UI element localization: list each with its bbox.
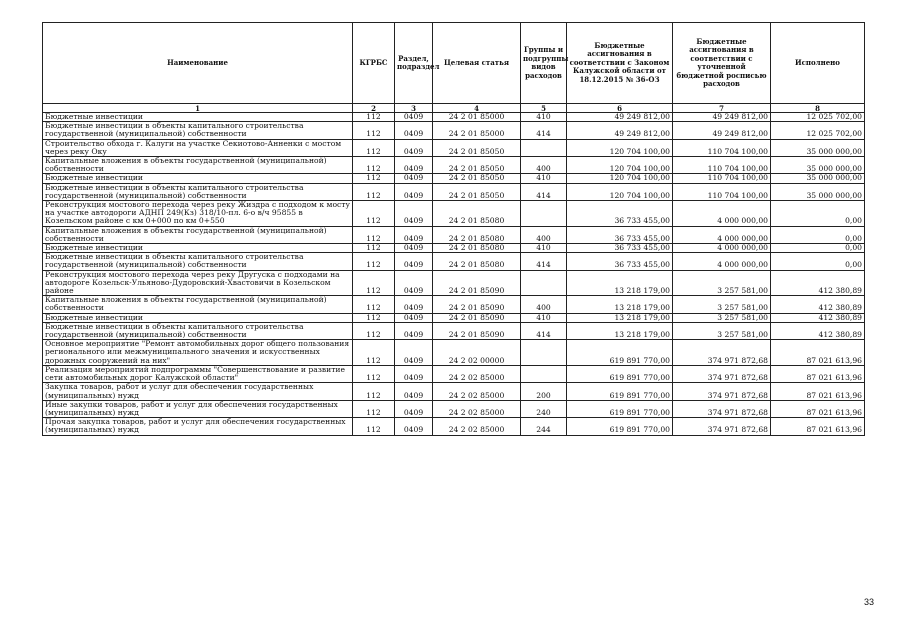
cell-target: 24 2 01 85050 bbox=[433, 183, 521, 200]
cell-executed: 0,00 bbox=[771, 253, 865, 270]
table-row bbox=[43, 201, 865, 227]
cell-executed: 87 021 613,96 bbox=[771, 365, 865, 382]
cell-executed: 412 380,89 bbox=[771, 322, 865, 339]
cell-kgrbs: 112 bbox=[353, 253, 395, 270]
table-row bbox=[43, 157, 865, 174]
column-number: 8 bbox=[771, 104, 865, 113]
cell-budget-law: 619 891 770,00 bbox=[567, 365, 673, 382]
cell-group: 410 bbox=[521, 113, 567, 122]
cell-group: 200 bbox=[521, 383, 567, 400]
cell-budget-law: 36 733 455,00 bbox=[567, 201, 673, 227]
cell-budget-law: 49 249 812,00 bbox=[567, 122, 673, 139]
cell-target: 24 2 01 85050 bbox=[433, 157, 521, 174]
header-executed: Исполнено bbox=[771, 23, 865, 104]
cell-section: 0409 bbox=[395, 226, 433, 243]
table-row bbox=[43, 322, 865, 339]
cell-target: 24 2 01 85050 bbox=[433, 174, 521, 183]
cell-name: Бюджетные инвестиции bbox=[43, 113, 353, 122]
cell-kgrbs: 112 bbox=[353, 365, 395, 382]
table-row bbox=[43, 313, 865, 322]
cell-target: 24 2 01 85090 bbox=[433, 270, 521, 296]
cell-kgrbs: 112 bbox=[353, 244, 395, 253]
cell-target: 24 2 02 85000 bbox=[433, 383, 521, 400]
cell-budget-refined: 374 971 872,68 bbox=[673, 400, 771, 417]
cell-kgrbs: 112 bbox=[353, 174, 395, 183]
cell-target: 24 2 01 85090 bbox=[433, 322, 521, 339]
table-row bbox=[43, 253, 865, 270]
cell-budget-refined: 3 257 581,00 bbox=[673, 313, 771, 322]
cell-name: Строительство обхода г. Калуги на участке Секиотово-Анненки с мостом через реку Оку bbox=[43, 139, 353, 156]
page-number: 33 bbox=[864, 597, 875, 607]
cell-budget-law: 619 891 770,00 bbox=[567, 383, 673, 400]
cell-name: Реконструкция мостового перехода через реку Другуска с подходами на автодороге Козельск-Ульяново-Дудоровский-Хвастовичи в Козельском районе bbox=[43, 270, 353, 296]
cell-budget-refined: 4 000 000,00 bbox=[673, 253, 771, 270]
cell-name: Бюджетные инвестиции в объекты капитального строительства государственной (муниципальной) собственности bbox=[43, 122, 353, 139]
header-name: Наименование bbox=[43, 23, 353, 104]
cell-kgrbs: 112 bbox=[353, 296, 395, 313]
header-budget-refined: Бюджетные ассигнования в соответствии с уточненной бюджетной росписью расходов bbox=[673, 23, 771, 104]
table-row bbox=[43, 174, 865, 183]
cell-budget-refined: 374 971 872,68 bbox=[673, 365, 771, 382]
header-budget-law: Бюджетные ассигнования в соответствии с Законом Калужской области от 18.12.2015 № 36-ОЗ bbox=[567, 23, 673, 104]
cell-kgrbs: 112 bbox=[353, 400, 395, 417]
cell-section: 0409 bbox=[395, 322, 433, 339]
cell-executed: 35 000 000,00 bbox=[771, 157, 865, 174]
cell-group bbox=[521, 270, 567, 296]
cell-section: 0409 bbox=[395, 313, 433, 322]
cell-section: 0409 bbox=[395, 122, 433, 139]
cell-budget-refined: 49 249 812,00 bbox=[673, 113, 771, 122]
cell-executed: 35 000 000,00 bbox=[771, 174, 865, 183]
cell-budget-refined: 3 257 581,00 bbox=[673, 322, 771, 339]
cell-group: 414 bbox=[521, 122, 567, 139]
cell-budget-refined: 4 000 000,00 bbox=[673, 226, 771, 243]
cell-budget-refined: 374 971 872,68 bbox=[673, 418, 771, 435]
cell-target: 24 2 01 85090 bbox=[433, 313, 521, 322]
header-groups: Группы и подгруппы видов расходов bbox=[521, 23, 567, 104]
cell-group bbox=[521, 340, 567, 366]
cell-name: Капитальные вложения в объекты государственной (муниципальной) собственности bbox=[43, 157, 353, 174]
cell-executed: 35 000 000,00 bbox=[771, 139, 865, 156]
cell-group: 410 bbox=[521, 174, 567, 183]
cell-budget-refined: 110 704 100,00 bbox=[673, 183, 771, 200]
cell-budget-refined: 4 000 000,00 bbox=[673, 201, 771, 227]
cell-section: 0409 bbox=[395, 340, 433, 366]
cell-target: 24 2 01 85080 bbox=[433, 201, 521, 227]
cell-name: Бюджетные инвестиции в объекты капитального строительства государственной (муниципальной) собственности bbox=[43, 322, 353, 339]
cell-group bbox=[521, 365, 567, 382]
cell-budget-law: 120 704 100,00 bbox=[567, 139, 673, 156]
cell-name: Капитальные вложения в объекты государственной (муниципальной) собственности bbox=[43, 296, 353, 313]
cell-name: Бюджетные инвестиции bbox=[43, 313, 353, 322]
cell-section: 0409 bbox=[395, 201, 433, 227]
table-row bbox=[43, 365, 865, 382]
cell-section: 0409 bbox=[395, 174, 433, 183]
cell-group: 414 bbox=[521, 322, 567, 339]
column-number: 2 bbox=[353, 104, 395, 113]
cell-section: 0409 bbox=[395, 253, 433, 270]
cell-budget-refined: 4 000 000,00 bbox=[673, 244, 771, 253]
column-number: 6 bbox=[567, 104, 673, 113]
cell-name: Бюджетные инвестиции bbox=[43, 174, 353, 183]
table-row bbox=[43, 296, 865, 313]
cell-kgrbs: 112 bbox=[353, 201, 395, 227]
table-row bbox=[43, 226, 865, 243]
table-row bbox=[43, 270, 865, 296]
cell-executed: 0,00 bbox=[771, 244, 865, 253]
cell-kgrbs: 112 bbox=[353, 383, 395, 400]
cell-budget-law: 13 218 179,00 bbox=[567, 270, 673, 296]
cell-group bbox=[521, 201, 567, 227]
cell-kgrbs: 112 bbox=[353, 122, 395, 139]
cell-target: 24 2 02 85000 bbox=[433, 365, 521, 382]
cell-budget-law: 619 891 770,00 bbox=[567, 400, 673, 417]
header-row bbox=[43, 23, 865, 104]
cell-budget-refined: 110 704 100,00 bbox=[673, 174, 771, 183]
cell-group: 400 bbox=[521, 157, 567, 174]
cell-section: 0409 bbox=[395, 365, 433, 382]
cell-name: Основное мероприятие "Ремонт автомобильных дорог общего пользования регионального или межмуниципального значения и искусственных дорожных сооружений на них" bbox=[43, 340, 353, 366]
column-number: 5 bbox=[521, 104, 567, 113]
cell-name: Бюджетные инвестиции в объекты капитального строительства государственной (муниципальной) собственности bbox=[43, 183, 353, 200]
cell-executed: 87 021 613,96 bbox=[771, 340, 865, 366]
cell-budget-law: 36 733 455,00 bbox=[567, 244, 673, 253]
cell-group: 410 bbox=[521, 313, 567, 322]
cell-name: Капитальные вложения в объекты государственной (муниципальной) собственности bbox=[43, 226, 353, 243]
cell-budget-law: 120 704 100,00 bbox=[567, 183, 673, 200]
cell-section: 0409 bbox=[395, 270, 433, 296]
cell-executed: 0,00 bbox=[771, 201, 865, 227]
cell-group: 400 bbox=[521, 226, 567, 243]
cell-section: 0409 bbox=[395, 139, 433, 156]
cell-section: 0409 bbox=[395, 296, 433, 313]
cell-target: 24 2 01 85090 bbox=[433, 296, 521, 313]
cell-group bbox=[521, 139, 567, 156]
cell-budget-law: 13 218 179,00 bbox=[567, 296, 673, 313]
cell-target: 24 2 01 85080 bbox=[433, 226, 521, 243]
cell-section: 0409 bbox=[395, 113, 433, 122]
cell-section: 0409 bbox=[395, 183, 433, 200]
cell-kgrbs: 112 bbox=[353, 340, 395, 366]
cell-name: Иные закупки товаров, работ и услуг для обеспечения государственных (муниципальных) нужд bbox=[43, 400, 353, 417]
cell-section: 0409 bbox=[395, 400, 433, 417]
cell-group: 414 bbox=[521, 253, 567, 270]
cell-kgrbs: 112 bbox=[353, 113, 395, 122]
budget-table bbox=[42, 22, 865, 436]
cell-budget-law: 13 218 179,00 bbox=[567, 313, 673, 322]
cell-budget-law: 13 218 179,00 bbox=[567, 322, 673, 339]
cell-budget-law: 36 733 455,00 bbox=[567, 253, 673, 270]
cell-section: 0409 bbox=[395, 418, 433, 435]
cell-kgrbs: 112 bbox=[353, 139, 395, 156]
header-kgrbs: КГРБС bbox=[353, 23, 395, 104]
cell-group: 400 bbox=[521, 296, 567, 313]
cell-group: 244 bbox=[521, 418, 567, 435]
cell-budget-law: 619 891 770,00 bbox=[567, 418, 673, 435]
cell-executed: 0,00 bbox=[771, 226, 865, 243]
cell-target: 24 2 01 85050 bbox=[433, 139, 521, 156]
cell-budget-law: 619 891 770,00 bbox=[567, 340, 673, 366]
cell-target: 24 2 01 85000 bbox=[433, 122, 521, 139]
cell-budget-refined: 3 257 581,00 bbox=[673, 270, 771, 296]
cell-name: Прочая закупка товаров, работ и услуг для обеспечения государственных (муниципальных) нужд bbox=[43, 418, 353, 435]
cell-target: 24 2 02 85000 bbox=[433, 418, 521, 435]
cell-budget-law: 36 733 455,00 bbox=[567, 226, 673, 243]
cell-target: 24 2 02 85000 bbox=[433, 400, 521, 417]
cell-group: 414 bbox=[521, 183, 567, 200]
table-row bbox=[43, 418, 865, 435]
cell-budget-refined: 110 704 100,00 bbox=[673, 139, 771, 156]
cell-budget-refined: 49 249 812,00 bbox=[673, 122, 771, 139]
cell-name: Закупка товаров, работ и услуг для обеспечения государственных (муниципальных) нужд bbox=[43, 383, 353, 400]
cell-executed: 412 380,89 bbox=[771, 270, 865, 296]
cell-executed: 35 000 000,00 bbox=[771, 183, 865, 200]
cell-name: Бюджетные инвестиции в объекты капитального строительства государственной (муниципальной) собственности bbox=[43, 253, 353, 270]
cell-section: 0409 bbox=[395, 244, 433, 253]
cell-executed: 412 380,89 bbox=[771, 313, 865, 322]
cell-budget-law: 49 249 812,00 bbox=[567, 113, 673, 122]
table-row bbox=[43, 183, 865, 200]
cell-kgrbs: 112 bbox=[353, 313, 395, 322]
column-number: 1 bbox=[43, 104, 353, 113]
column-number: 4 bbox=[433, 104, 521, 113]
cell-executed: 87 021 613,96 bbox=[771, 383, 865, 400]
cell-name: Реализация мероприятий подпрограммы "Совершенствование и развитие сети автомобильных дорог Калужской области" bbox=[43, 365, 353, 382]
cell-kgrbs: 112 bbox=[353, 322, 395, 339]
cell-name: Реконструкция мостового перехода через реку Жиздра с подходом к мосту на участке автодороги АДНП 249(Кз) 318/10-пл. 6-о в/ч 95855 в Козельском районе с км 0+000 по км 0+550 bbox=[43, 201, 353, 227]
header-target: Целевая статья bbox=[433, 23, 521, 104]
cell-executed: 87 021 613,96 bbox=[771, 418, 865, 435]
cell-kgrbs: 112 bbox=[353, 270, 395, 296]
table-row bbox=[43, 383, 865, 400]
cell-kgrbs: 112 bbox=[353, 418, 395, 435]
cell-target: 24 2 01 85000 bbox=[433, 113, 521, 122]
table-row bbox=[43, 139, 865, 156]
cell-kgrbs: 112 bbox=[353, 226, 395, 243]
cell-kgrbs: 112 bbox=[353, 157, 395, 174]
column-number: 7 bbox=[673, 104, 771, 113]
cell-executed: 412 380,89 bbox=[771, 296, 865, 313]
cell-target: 24 2 02 00000 bbox=[433, 340, 521, 366]
table-body bbox=[43, 104, 865, 436]
cell-target: 24 2 01 85080 bbox=[433, 244, 521, 253]
cell-executed: 12 025 702,00 bbox=[771, 122, 865, 139]
cell-budget-refined: 110 704 100,00 bbox=[673, 157, 771, 174]
cell-budget-refined: 374 971 872,68 bbox=[673, 383, 771, 400]
cell-executed: 87 021 613,96 bbox=[771, 400, 865, 417]
table-row bbox=[43, 122, 865, 139]
cell-kgrbs: 112 bbox=[353, 183, 395, 200]
cell-group: 410 bbox=[521, 244, 567, 253]
cell-budget-law: 120 704 100,00 bbox=[567, 157, 673, 174]
cell-section: 0409 bbox=[395, 157, 433, 174]
header-section: Раздел, подраздел bbox=[395, 23, 433, 104]
column-number: 3 bbox=[395, 104, 433, 113]
table-row bbox=[43, 400, 865, 417]
cell-executed: 12 025 702,00 bbox=[771, 113, 865, 122]
cell-budget-refined: 3 257 581,00 bbox=[673, 296, 771, 313]
cell-budget-law: 120 704 100,00 bbox=[567, 174, 673, 183]
cell-name: Бюджетные инвестиции bbox=[43, 244, 353, 253]
cell-budget-refined: 374 971 872,68 bbox=[673, 340, 771, 366]
table-row bbox=[43, 340, 865, 366]
cell-group: 240 bbox=[521, 400, 567, 417]
cell-target: 24 2 01 85080 bbox=[433, 253, 521, 270]
cell-section: 0409 bbox=[395, 383, 433, 400]
